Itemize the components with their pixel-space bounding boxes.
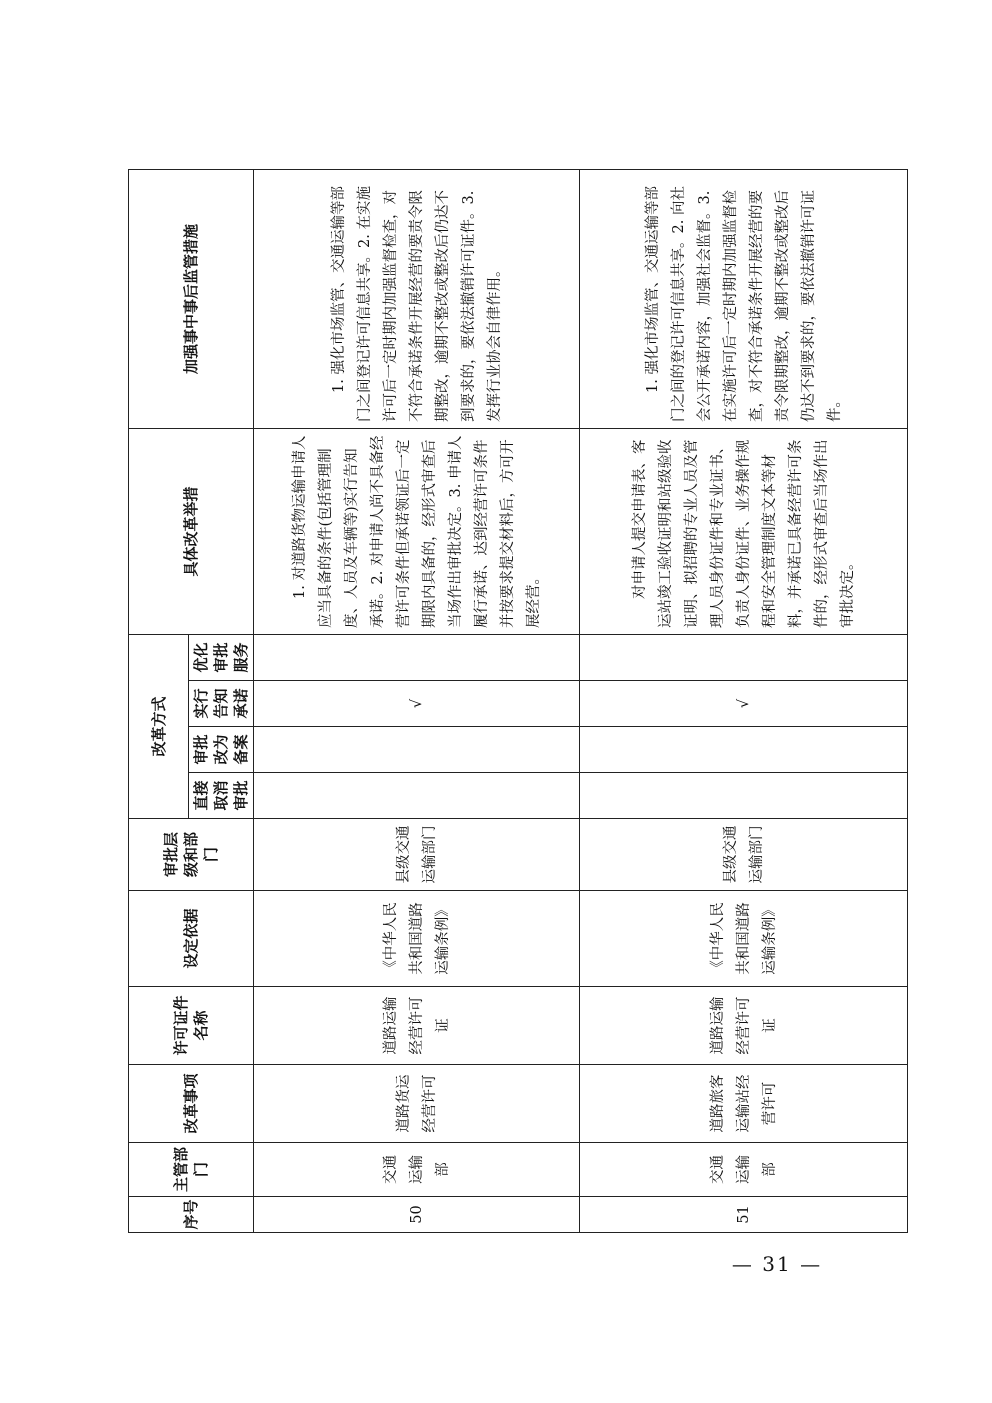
header-basis: 设定依据: [129, 891, 254, 987]
header-level: 审批层级和部门: [129, 819, 254, 891]
cell-supervision: [254, 169, 580, 428]
header-dept: 主管部门: [129, 1143, 254, 1197]
cell-seq: 50: [254, 1197, 580, 1233]
table-row: [254, 169, 580, 1232]
header-license: 许可证件名称: [129, 987, 254, 1065]
header-measures: 具体改革举措: [129, 428, 254, 634]
cell-license: 道路运输经营许可证: [580, 987, 908, 1065]
cell-basis: 《中华人民共和国道路运输条例》: [254, 891, 580, 987]
check-mark: √: [254, 681, 580, 727]
cell-mode-record: [254, 727, 580, 773]
header-row-1: [129, 169, 189, 1232]
header-mode-cancel: 直接取消审批: [189, 773, 254, 819]
table-row: [580, 169, 908, 1232]
cell-mode-cancel: [254, 773, 580, 819]
table-region: [128, 170, 864, 1233]
cell-dept: 交通运输部: [254, 1143, 580, 1197]
supervision-text: 1. 强化市场监管、交通运输等部门之间登记许可信息共享。2. 在实施许可后一定时期内加强监督检查，对不符合承诺条件开展经营的要责令限期整改，逾期不整改或整改后仍达不到要求的，要依法撤销许可证件。3. 发挥行业协会自律作用。: [330, 186, 503, 422]
measures-text: 对申请人提交申请表、客运站竣工验收证明和站级验收证明、拟招聘的专业人员及管理人员身份证件和专业证书、负责人身份证件、业务操作规程和安全管理制度文本等材料，并承诺已具备经营许可条件的，经形式审查后当场作出审批决定。: [631, 439, 856, 628]
rotated-table-frame: [128, 170, 864, 1233]
check-mark: √: [580, 681, 908, 727]
header-mode-notify: 实行告知承诺: [189, 681, 254, 727]
cell-mode-cancel: [580, 773, 908, 819]
cell-mode-record: [580, 727, 908, 773]
cell-supervision: [580, 169, 908, 428]
header-supervision: 加强事中事后监管措施: [129, 169, 254, 428]
header-seq: 序号: [129, 1197, 254, 1233]
cell-level: 县级交通运输部门: [580, 819, 908, 891]
cell-mode-optimize: [580, 634, 908, 680]
measures-text: 1. 对道路货物运输申请人应当具备的条件(包括管理制度、人员及车辆等)实行告知承诺。2. 对申请人尚不具备经营许可条件但承诺领证后一定期限内具备的，经形式审查后当场作出审批决定。3. 申请人履行承诺、达到经营许可条件并按要求提交材料后，方可开展经营。: [291, 435, 542, 628]
header-reform-mode: 改革方式: [129, 634, 189, 818]
cell-license: 道路运输经营许可证: [254, 987, 580, 1065]
cell-basis: 《中华人民共和国道路运输条例》: [580, 891, 908, 987]
cell-mode-optimize: [254, 634, 580, 680]
page-number: — 31 —: [731, 1252, 823, 1276]
cell-item: 道路旅客运输站经营许可: [580, 1065, 908, 1143]
cell-dept: 交通运输部: [580, 1143, 908, 1197]
header-item: 改革事项: [129, 1065, 254, 1143]
header-mode-optimize: 优化审批服务: [189, 634, 254, 680]
cell-level: 县级交通运输部门: [254, 819, 580, 891]
cell-measures: [580, 428, 908, 634]
reform-items-table: [128, 169, 908, 1233]
cell-seq: 51: [580, 1197, 908, 1233]
supervision-text: 1. 强化市场监管、交通运输等部门之间的登记许可信息共享。2. 向社会公开承诺内容，加强社会监督。3. 在实施许可后一定时期内加强监督检查，对不符合承诺条件开展经营的要责令限期整改，逾期不整改或整改后仍达不到要求的，要依法撤销许可证件。: [644, 186, 843, 422]
cell-measures: [254, 428, 580, 634]
header-mode-record: 审批改为备案: [189, 727, 254, 773]
cell-item: 道路货运经营许可: [254, 1065, 580, 1143]
